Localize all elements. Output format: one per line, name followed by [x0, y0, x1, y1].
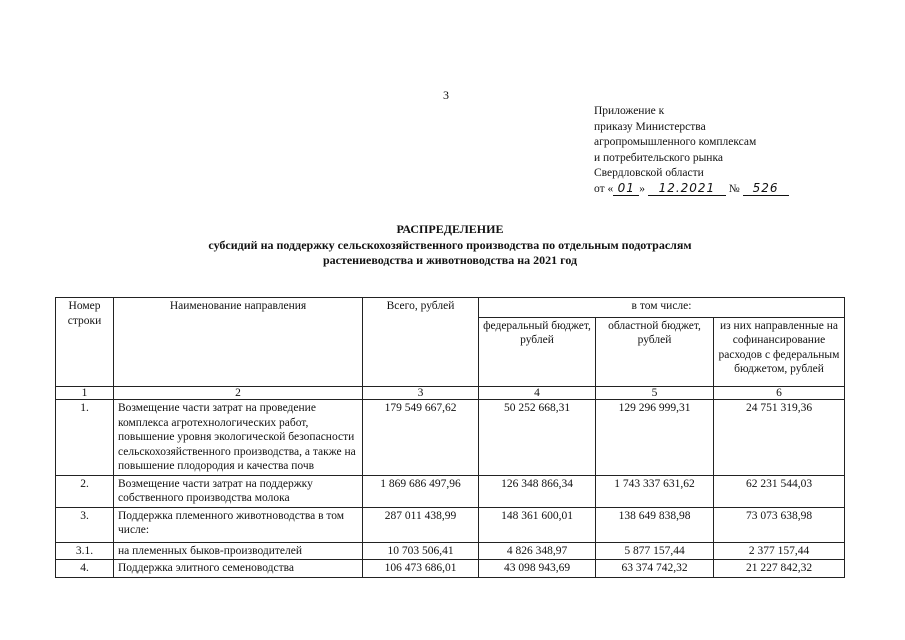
row-cofinancing: 2 377 157,44 [714, 542, 845, 560]
row-cofinancing: 24 751 319,36 [714, 400, 845, 476]
column-number: 1 [56, 387, 114, 400]
appendix-line: приказу Министерства [594, 120, 706, 133]
date-prefix: от « [594, 182, 614, 195]
appendix-line: Приложение к [594, 105, 665, 117]
row-regional: 5 877 157,44 [596, 542, 714, 560]
row-federal: 50 252 668,31 [479, 400, 596, 476]
title-heading: РАСПРЕДЕЛЕНИЕ [396, 222, 504, 236]
column-number: 4 [479, 387, 596, 400]
row-direction: Поддержка элитного семеноводства [114, 560, 363, 578]
table-row [56, 475, 845, 507]
row-regional: 138 649 838,98 [596, 507, 714, 542]
date-mid: » [639, 182, 645, 195]
row-number: 3. [56, 507, 114, 542]
header-total: Всего, рублей [363, 298, 479, 387]
row-federal: 43 098 943,69 [479, 560, 596, 578]
appendix-line: Свердловской области [594, 167, 704, 179]
appendix-block [594, 104, 824, 197]
appendix-line: и потребительского рынка [594, 151, 723, 164]
row-number: 2. [56, 475, 114, 507]
distribution-table [55, 297, 845, 578]
table-row [56, 560, 845, 578]
table-row [56, 507, 845, 542]
table-row [56, 542, 845, 560]
row-federal: 4 826 348,97 [479, 542, 596, 560]
row-regional: 1 743 337 631,62 [596, 475, 714, 507]
column-number: 2 [114, 387, 363, 400]
row-regional: 129 296 999,31 [596, 400, 714, 476]
column-number: 6 [714, 387, 845, 400]
row-cofinancing: 21 227 842,32 [714, 560, 845, 578]
header-row-number: Номер строки [56, 298, 114, 387]
row-total: 106 473 686,01 [363, 560, 479, 578]
order-date-line [594, 182, 824, 198]
header-federal: федеральный бюджет, рублей [479, 317, 596, 386]
row-direction: Возмещение части затрат на проведение комплекса агротехнологических работ, повышение уровня экологической безопасности сельскохозяйственного производства, а также на повышение плодородия и качества почв [114, 400, 363, 476]
column-number-row [56, 387, 845, 400]
header-row [56, 298, 845, 318]
row-number: 4. [56, 560, 114, 578]
row-cofinancing: 73 073 638,98 [714, 507, 845, 542]
row-federal: 126 348 866,34 [479, 475, 596, 507]
row-number: 3.1. [56, 542, 114, 560]
title-line-1: субсидий на поддержку сельскохозяйственного производства по отдельным подотраслям [208, 237, 692, 252]
column-number: 5 [596, 387, 714, 400]
row-direction: Поддержка племенного животноводства в том числе: [114, 507, 363, 542]
row-cofinancing: 62 231 544,03 [714, 475, 845, 507]
row-total: 179 549 667,62 [363, 400, 479, 476]
row-total: 10 703 506,41 [363, 542, 479, 560]
header-including: в том числе: [479, 298, 845, 318]
number-label: № [728, 182, 740, 195]
row-total: 1 869 686 497,96 [363, 475, 479, 507]
row-regional: 63 374 742,32 [596, 560, 714, 578]
header-direction: Наименование направления [114, 298, 363, 387]
column-number: 3 [363, 387, 479, 400]
row-direction: Возмещение части затрат на поддержку собственного производства молока [114, 475, 363, 507]
title-line-2: растениеводства и животноводства на 2021 год [322, 253, 578, 267]
date-rest-handwritten: 12.2021 [648, 182, 726, 196]
table-row [56, 400, 845, 476]
row-number: 1. [56, 400, 114, 476]
order-number-handwritten: 526 [743, 182, 789, 196]
row-total: 287 011 438,99 [363, 507, 479, 542]
header-regional: областной бюджет, рублей [596, 317, 714, 386]
page-number: 3 [443, 88, 449, 102]
header-cofinancing: из них направленные на софинансирование расходов с федеральным бюджетом, рублей [714, 317, 845, 386]
document-title [150, 222, 750, 269]
date-day-handwritten: 01 [613, 182, 639, 196]
appendix-line: агропромышленного комплексам [594, 136, 757, 148]
row-direction: на племенных быков-производителей [114, 542, 363, 560]
row-federal: 148 361 600,01 [479, 507, 596, 542]
